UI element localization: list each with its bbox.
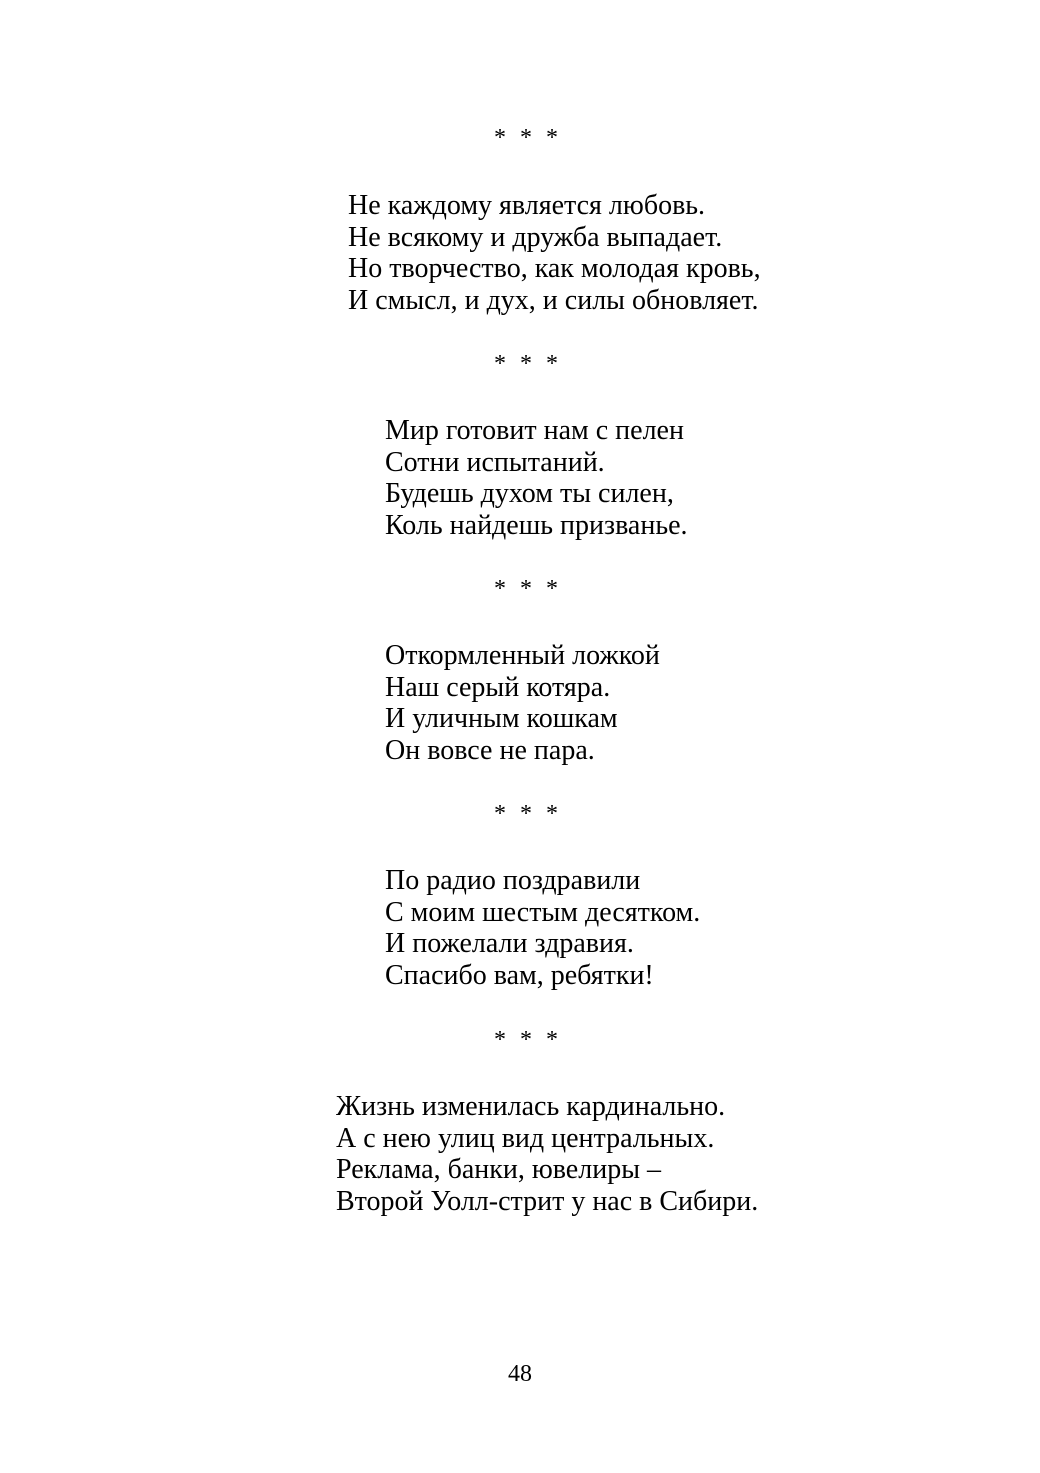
poem-stanza xyxy=(385,415,688,542)
page-number: 48 xyxy=(508,1361,532,1387)
poem-line: Не всякому и дружба выпадает. xyxy=(348,221,723,253)
poem-line: Будешь духом ты силен, xyxy=(385,478,674,510)
poem-line: По радио поздравили xyxy=(385,865,641,896)
section-separator: * * * xyxy=(494,1027,562,1053)
poem-stanza xyxy=(385,640,660,767)
poem-line: Наш серый котяра. xyxy=(385,671,611,703)
poem-line: И смысл, и дух, и силы обновляет. xyxy=(348,285,759,317)
poem-stanza xyxy=(336,1091,758,1218)
section-separator: * * * xyxy=(494,801,562,827)
poem-stanza xyxy=(385,865,700,992)
poem-line: Коль найдешь призванье. xyxy=(385,510,688,542)
poem-line: Он вовсе не пара. xyxy=(385,735,595,767)
poem-line: Откормленный ложкой xyxy=(385,640,660,671)
poem-line: С моим шестым десятком. xyxy=(385,896,701,928)
poem-line: Но творчество, как молодая кровь, xyxy=(348,253,761,285)
poem-line: Спасибо вам, ребятки! xyxy=(385,960,654,992)
poem-stanza xyxy=(348,190,761,317)
poem-line: Реклама, банки, ювелиры – xyxy=(336,1154,662,1186)
section-separator: * * * xyxy=(494,576,562,602)
poem-line: И уличным кошкам xyxy=(385,703,618,735)
poem-line: Жизнь изменилась кардинально. xyxy=(336,1091,726,1122)
poem-line: Второй Уолл-стрит у нас в Сибири. xyxy=(336,1186,759,1218)
poem-line: А с нею улиц вид центральных. xyxy=(336,1122,715,1154)
section-separator: * * * xyxy=(494,125,562,151)
poem-line: И пожелали здравия. xyxy=(385,928,634,960)
section-separator: * * * xyxy=(494,351,562,377)
poem-line: Не каждому является любовь. xyxy=(348,190,706,221)
poem-line: Мир готовит нам с пелен xyxy=(385,415,684,446)
poem-line: Сотни испытаний. xyxy=(385,446,605,478)
